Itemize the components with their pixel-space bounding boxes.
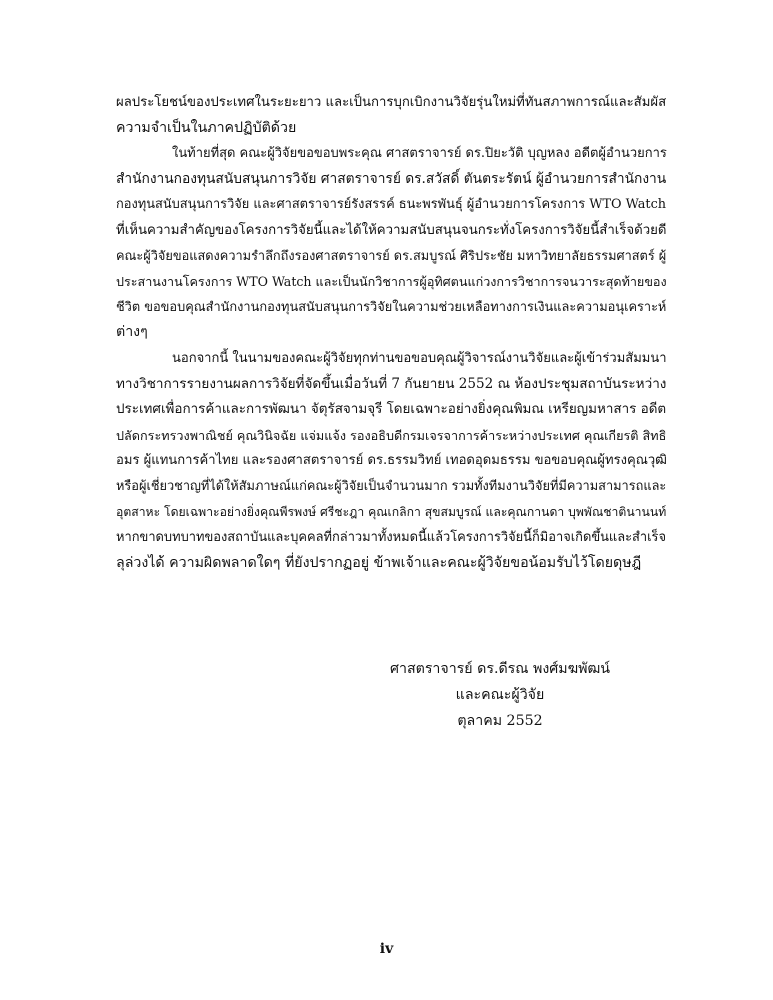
body-line: ผลประโยชน์ของประเทศในระยะยาว และเป็นการบุกเบิกงานวิจัยรุ่นใหม่ที่ทันสภาพการณ์และสัมผัส [116,95,667,110]
body-line: ในท้ายที่สุด คณะผู้วิจัยขอขอบพระคุณ ศาสตราจารย์ ดร.ปิยะวัติ บุญหลง อดีตผู้อำนวยการ [172,146,667,162]
body-line: ประสานงานโครงการ WTO Watch และเป็นนักวิชาการผู้อุทิศตนแก่วงการวิชาการจนวาระสุดท้ายของ [116,274,667,290]
body-line: ต่างๆ [116,324,148,341]
body-line: หากขาดบทบาทของสถาบันและบุคคลที่กล่าวมาทั้งหมดนี้แล้วโครงการวิจัยนี้ก็มิอาจเกิดขึ้นและสำเร็จ [116,530,666,546]
body-line: ชีวิต ขอขอบคุณสำนักงานกองทุนสนับสนุนการวิจัยในความช่วยเหลือทางการเงินและความอนุเคราะห์ [116,299,667,315]
body-line: ทางวิชาการรายงานผลการวิจัยที่จัดขึ้นเมื่อวันที่ 7 กันยายน 2552 ณ ห้องประชุมสถาบันระหว่าง [116,375,667,392]
body-line: ความจำเป็นในภาคปฏิบัติด้วย [116,119,297,136]
body-line: ประเทศเพื่อการค้าและการพัฒนา จัตุรัสจามจุรี โดยเฉพาะอย่างยิ่งคุณพิมณ เหรียญมหาสาร อดีต [116,402,667,418]
signature-date: ตุลาคม 2552 [457,713,543,729]
body-line: ที่เห็นความสำคัญของโครงการวิจัยนี้และได้ให้ความสนับสนุนจนกระทั่งโครงการวิจัยนี้สำเร็จด้วยดี [116,222,667,238]
body-line: กองทุนสนับสนุนการวิจัย และศาสตราจารย์รังสรรค์ ธนะพรพันธุ์ ผู้อำนวยการโครงการ WTO Watch [116,197,667,213]
acknowledgement-body [116,90,672,576]
body-line: ลุล่วงได้ ความผิดพลาดใดๆ ที่ยังปรากฏอยู่ ข้าพเจ้าและคณะผู้วิจัยขอน้อมรับไว้โดยดุษฎี [116,554,642,571]
signature-block [360,656,640,734]
page-number: iv [379,941,394,957]
signature-name: ศาสตราจารย์ ดร.ดีรณ พงศ์มฆพัฒน์ [389,661,611,677]
signature-team: และคณะผู้วิจัย [455,687,545,703]
body-line: สำนักงานกองทุนสนับสนุนการวิจัย ศาสตราจารย์ ดร.สวัสดิ์ ตันตระรัตน์ ผู้อำนวยการสำนักงาน [116,170,667,187]
body-line: ปลัดกระทรวงพาณิชย์ คุณวินิจฉัย แจ่มแจ้ง รองอธิบดีกรมเจรจาการค้าระหว่างประเทศ คุณเกียรติ สิทธิ [116,427,667,443]
body-line: หรือผู้เชี่ยวชาญที่ได้ให้สัมภาษณ์แก่คณะผู้วิจัยเป็นจำนวนมาก รวมทั้งทีมงานวิจัยที่มีความสามารถและ [116,478,667,494]
body-line: อมร ผู้แทนการค้าไทย และรองศาสตราจารย์ ดร.ธรรมวิทย์ เทอดอุดมธรรม ขอขอบคุณผู้ทรงคุณวุฒิ [116,453,667,469]
body-line: นอกจากนี้ ในนามของคณะผู้วิจัยทุกท่านขอขอบคุณผู้วิจารณ์งานวิจัยและผู้เข้าร่วมสัมมนา [172,350,667,366]
body-line: คณะผู้วิจัยขอแสดงความรำลึกถึงรองศาสตราจารย์ ดร.สมบูรณ์ ศิริประชัย มหาวิทยาลัยธรรมศาสตร์ ผู้ [116,248,667,264]
body-line: อุตสาหะ โดยเฉพาะอย่างยิ่งคุณพีรพงษ์ ศรีชะฎา คุณเกลิกา สุขสมบูรณ์ และคุณกานดา บุพพัณชาตินานนท์ [116,504,667,519]
